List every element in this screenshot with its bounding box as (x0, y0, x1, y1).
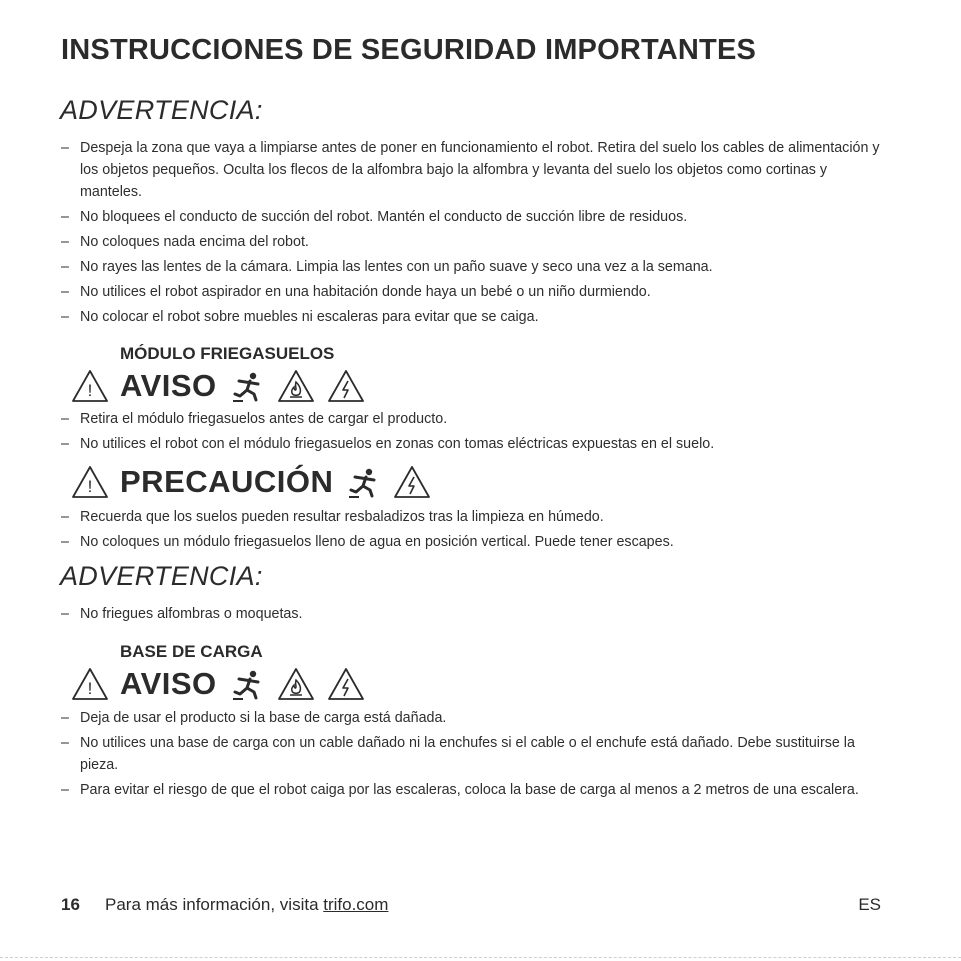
list-item-text: No coloques nada encima del robot. (80, 234, 309, 250)
list-item (61, 732, 891, 776)
list-item-text: Recuerda que los suelos pueden resultar resbaladizos tras la limpieza en húmedo. (80, 509, 604, 525)
precaucion-list (61, 506, 891, 556)
aviso-list-modulo (61, 408, 891, 458)
aviso-row-base (70, 664, 377, 704)
advertencia-heading-1: ADVERTENCIA: (60, 95, 263, 125)
list-item (61, 603, 891, 625)
slip-hazard-icon (231, 668, 265, 700)
page-footer (61, 895, 881, 919)
list-item (61, 256, 891, 278)
modulo-heading: MÓDULO FRIEGASUELOS (120, 344, 335, 363)
list-item-text: Retira el módulo friegasuelos antes de cargar el producto. (80, 411, 448, 427)
list-item-text: No rayes las lentes de la cámara. Limpia las lentes con un paño suave y seco una vez a la semana. (80, 259, 713, 275)
list-item (61, 779, 891, 801)
page-number: 16 (61, 895, 80, 914)
list-item-text: Deja de usar el producto si la base de carga está dañada. (80, 710, 447, 726)
precaucion-label: PRECAUCIÓN (120, 464, 334, 499)
exclamation-triangle-icon (70, 464, 110, 500)
bullet-dash: – (61, 710, 69, 726)
bullet-dash: – (61, 209, 69, 225)
precaucion-row (70, 462, 443, 502)
list-item (61, 281, 891, 303)
bullet-dash: – (61, 735, 69, 751)
language-code: ES (858, 895, 881, 914)
list-item-text: No coloques un módulo friegasuelos lleno de agua en posición vertical. Puede tener escapes. (80, 534, 674, 550)
bullet-dash: – (61, 140, 69, 156)
aviso-row-modulo (70, 366, 377, 406)
list-item (61, 137, 891, 203)
svg-text:!: ! (87, 679, 93, 698)
bullet-dash: – (61, 782, 69, 798)
electric-shock-icon (393, 465, 431, 499)
advertencia-heading-2: ADVERTENCIA: (60, 561, 263, 591)
list-item (61, 206, 891, 228)
list-item-text: No utilices una base de carga con un cable dañado ni la enchufes si el cable o el enchufe está dañado. Debe sustituirse la pieza. (80, 735, 855, 773)
aviso-list-base (61, 707, 891, 804)
aviso-label: AVISO (120, 368, 217, 403)
bullet-dash: – (61, 534, 69, 550)
list-item (61, 408, 891, 430)
footer-text: Para más información, visita (105, 895, 324, 914)
fire-hazard-icon (277, 369, 315, 403)
list-item-text: Despeja la zona que vaya a limpiarse antes de poner en funcionamiento el robot. Retira del suelo los cables de alimentación y los objetos pequeños. Oculta los flecos de la alfombra bajo la alfombra y levanta del suelo los objetos como cortinas y manteles. (80, 140, 880, 200)
bullet-dash: – (61, 509, 69, 525)
list-item-text: Para evitar el riesgo de que el robot caiga por las escaleras, coloca la base de carga al menos a 2 metros de una escalera. (80, 782, 859, 798)
exclamation-triangle-icon (70, 368, 110, 404)
list-item-text: No friegues alfombras o moquetas. (80, 606, 303, 622)
list-item (61, 531, 891, 553)
bullet-dash: – (61, 436, 69, 452)
list-item-text: No utilices el robot con el módulo friegasuelos en zonas con tomas eléctricas expuestas en el suelo. (80, 436, 715, 452)
list-item-text: No bloquees el conducto de succión del robot. Mantén el conducto de succión libre de residuos. (80, 209, 688, 225)
list-item (61, 306, 891, 328)
bullet-dash: – (61, 234, 69, 250)
list-item (61, 506, 891, 528)
list-item (61, 433, 891, 455)
bullet-dash: – (61, 606, 69, 622)
electric-shock-icon (327, 667, 365, 701)
footer-info (105, 895, 388, 915)
bullet-dash: – (61, 259, 69, 275)
svg-text:!: ! (87, 381, 93, 400)
electric-shock-icon (327, 369, 365, 403)
trifo-link[interactable]: trifo.com (323, 895, 389, 914)
list-item-text: No colocar el robot sobre muebles ni escaleras para evitar que se caiga. (80, 309, 539, 325)
base-heading: BASE DE CARGA (120, 642, 263, 661)
list-item (61, 231, 891, 253)
list-item-text: No utilices el robot aspirador en una habitación donde haya un bebé o un niño durmiendo. (80, 284, 651, 300)
list-item (61, 707, 891, 729)
exclamation-triangle-icon (70, 666, 110, 702)
bullet-dash: – (61, 284, 69, 300)
page-bottom-divider (0, 957, 961, 958)
svg-text:!: ! (87, 477, 93, 496)
safety-list-general (61, 137, 891, 331)
slip-hazard-icon (231, 370, 265, 402)
aviso-label: AVISO (120, 666, 217, 701)
advertencia-list-modulo (61, 603, 891, 628)
bullet-dash: – (61, 309, 69, 325)
bullet-dash: – (61, 411, 69, 427)
page-title: INSTRUCCIONES DE SEGURIDAD IMPORTANTES (61, 34, 757, 66)
slip-hazard-icon (347, 466, 381, 498)
fire-hazard-icon (277, 667, 315, 701)
